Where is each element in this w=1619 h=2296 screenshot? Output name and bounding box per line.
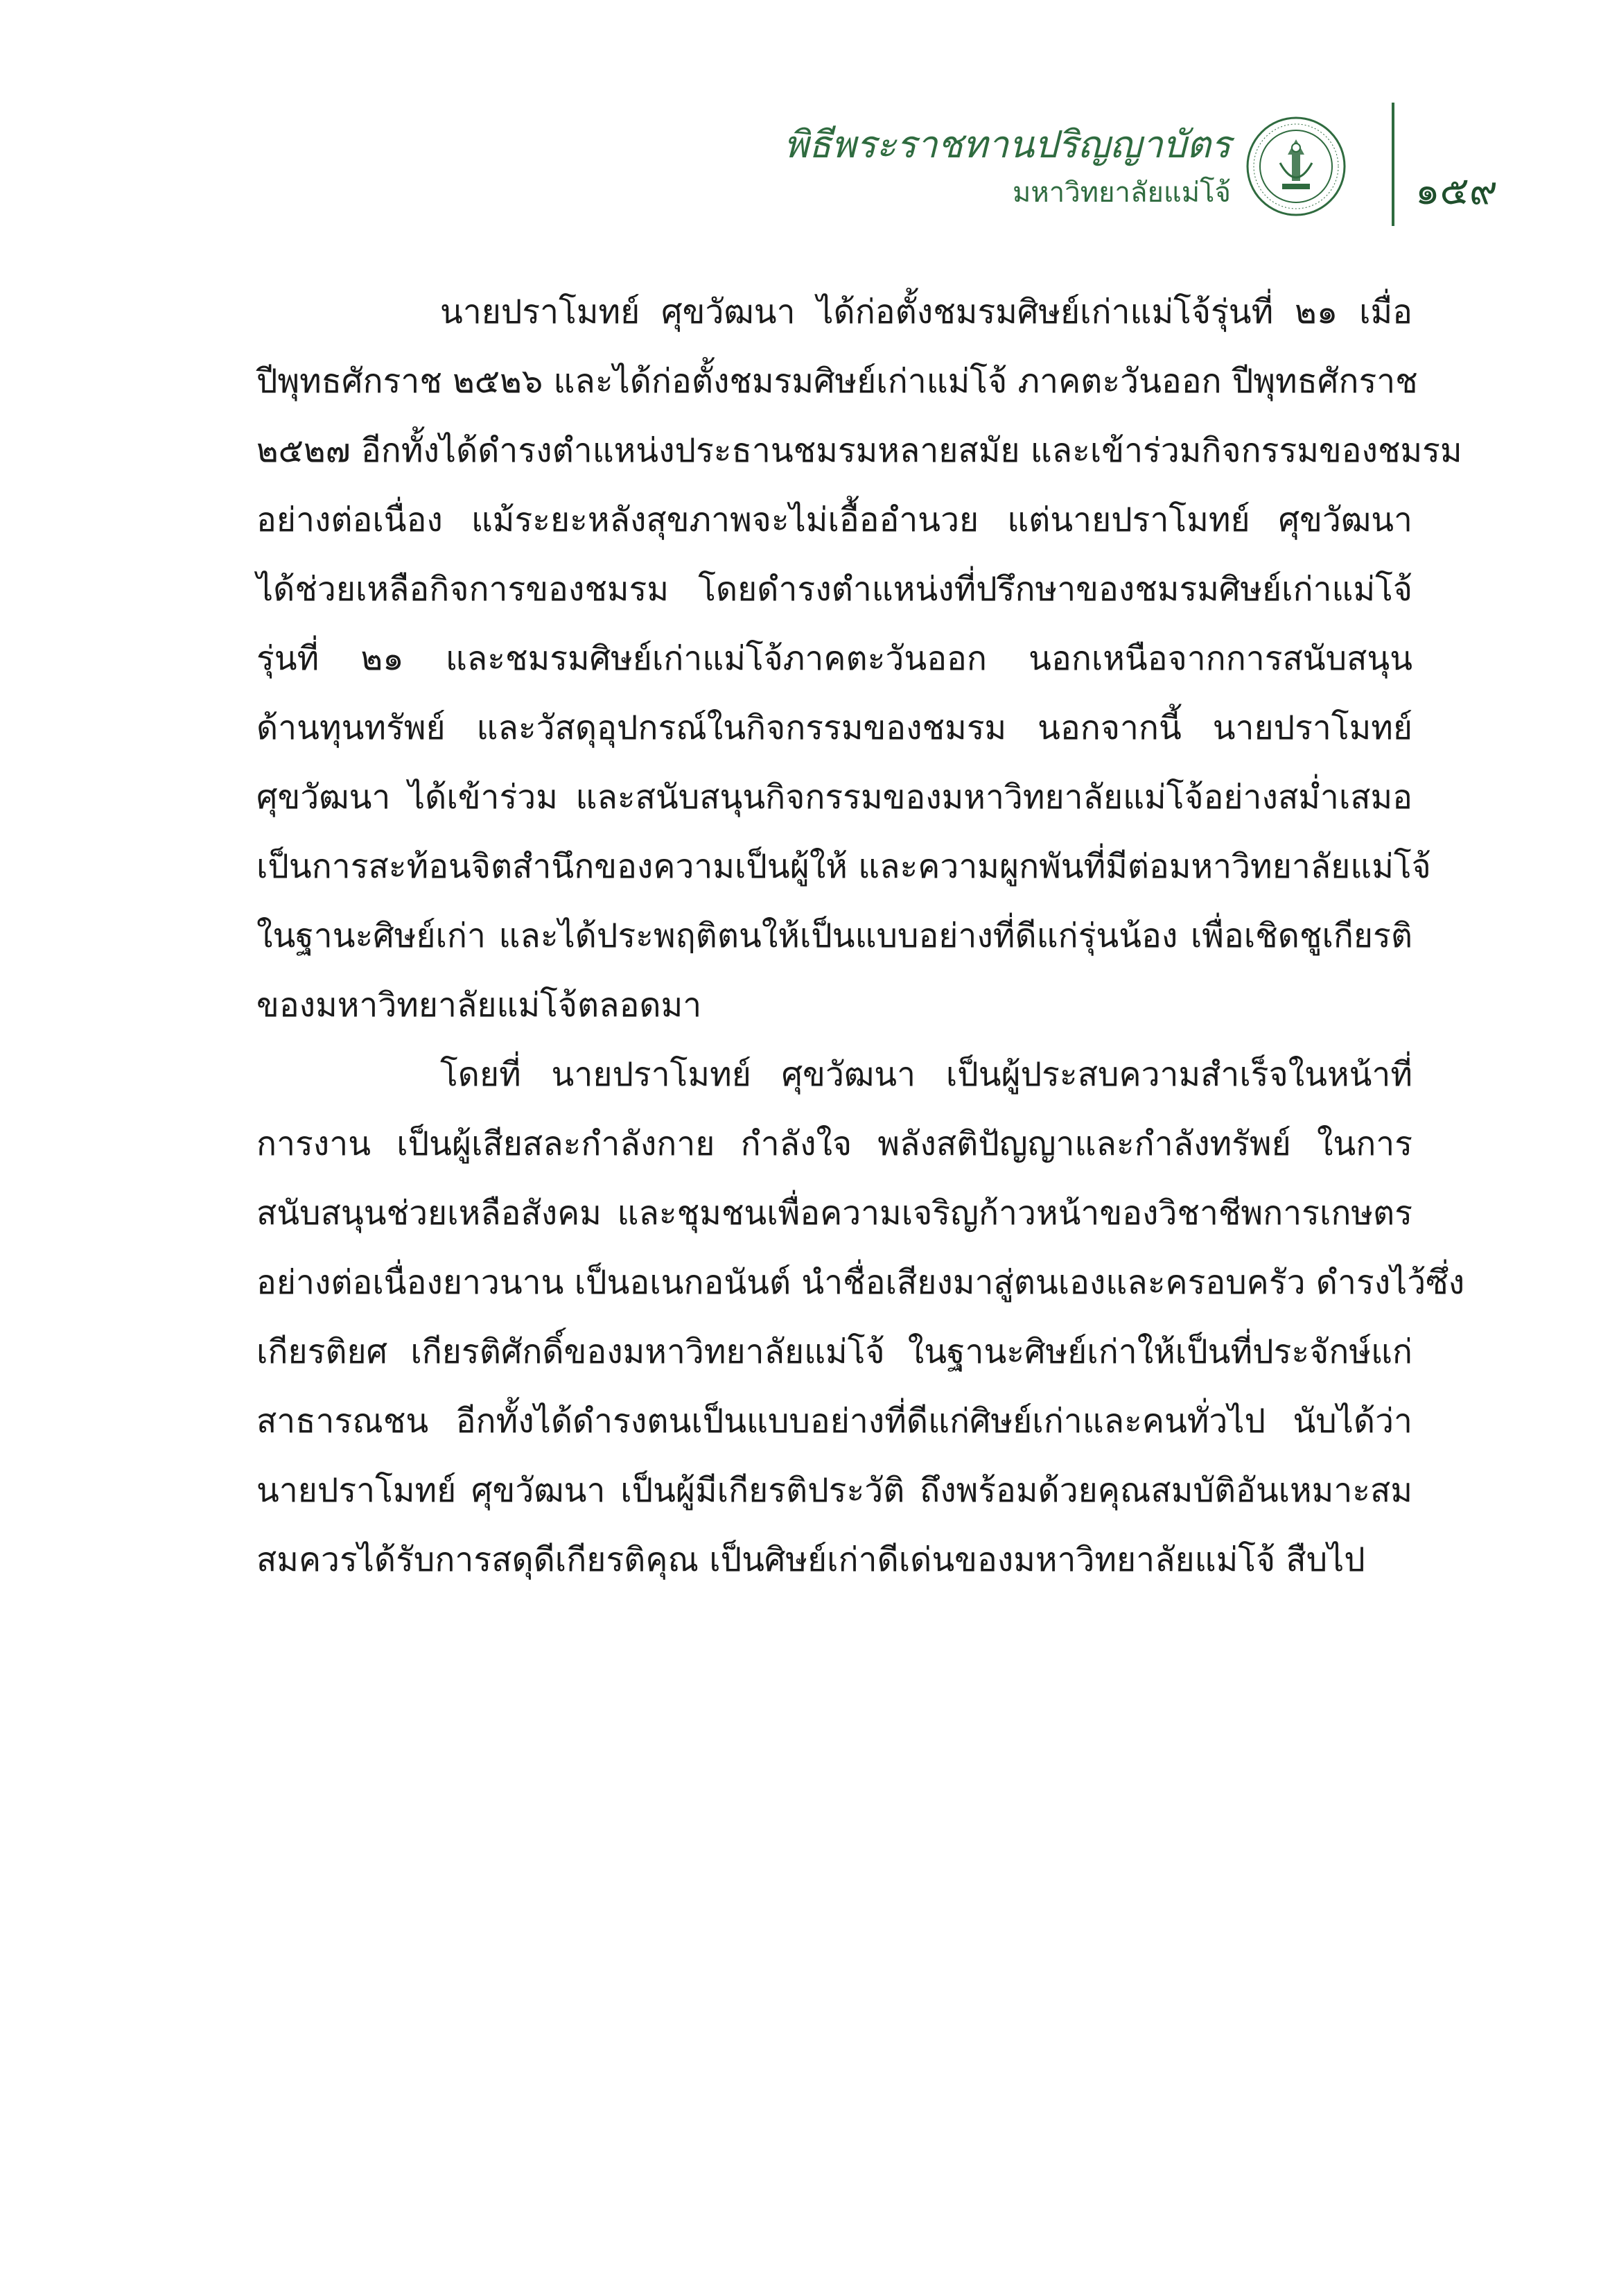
paragraph-line: โดยที่ นายปราโมทย์ ศุขวัฒนา เป็นผู้ประสบความสำเร็จในหน้าที่ <box>440 1055 1412 1094</box>
paragraph-line: เป็นการสะท้อนจิตสำนึกของความเป็นผู้ให้ และความผูกพันที่มีต่อมหาวิทยาลัยแม่โจ้ <box>256 847 1431 886</box>
header-divider <box>1392 103 1394 226</box>
paragraph-line: สาธารณชน อีกทั้งได้ดำรงตนเป็นแบบอย่างที่ดีแก่ศิษย์เก่าและคนทั่วไป นับได้ว่า <box>256 1402 1412 1441</box>
document-header-subtitle: มหาวิทยาลัยแม่โจ้ <box>1013 177 1231 209</box>
paragraph-line: ได้ช่วยเหลือกิจการของชมรม โดยดำรงตำแหน่งที่ปรึกษาของชมรมศิษย์เก่าแม่โจ้ <box>256 570 1412 609</box>
paragraph-line: อย่างต่อเนื่องยาวนาน เป็นอเนกอนันต์ นำชื่อเสียงมาสู่ตนเองและครอบครัว ดำรงไว้ซึ่ง <box>256 1263 1465 1302</box>
document-body <box>256 277 1465 1594</box>
paragraph-line: ในฐานะศิษย์เก่า และได้ประพฤติตนให้เป็นแบบอย่างที่ดีแก่รุ่นน้อง เพื่อเชิดชูเกียรติ <box>256 916 1412 955</box>
paragraph-line: ของมหาวิทยาลัยแม่โจ้ตลอดมา <box>256 986 702 1025</box>
paragraph-line: ๒๕๒๗ อีกทั้งได้ดำรงตำแหน่งประธานชมรมหลายสมัย และเข้าร่วมกิจกรรมของชมรม <box>256 431 1462 470</box>
paragraph-line: นายปราโมทย์ ศุขวัฒนา ได้ก่อตั้งชมรมศิษย์เก่าแม่โจ้รุ่นที่ ๒๑ เมื่อ <box>440 293 1412 331</box>
document-header-title: พิธีพระราชทานปริญญาบัตร <box>784 123 1231 166</box>
paragraph-line: ปีพุทธศักราช ๒๕๒๖ และได้ก่อตั้งชมรมศิษย์เก่าแม่โจ้ ภาคตะวันออก ปีพุทธศักราช <box>256 362 1418 401</box>
paragraph-line: รุ่นที่ ๒๑ และชมรมศิษย์เก่าแม่โจ้ภาคตะวันออก นอกเหนือจากการสนับสนุน <box>256 639 1412 678</box>
paragraph-line: อย่างต่อเนื่อง แม้ระยะหลังสุขภาพจะไม่เอื้ออำนวย แต่นายปราโมทย์ ศุขวัฒนา <box>256 501 1412 539</box>
paragraph-line: สนับสนุนช่วยเหลือสังคม และชุมชนเพื่อความเจริญก้าวหน้าของวิชาชีพการเกษตร <box>256 1194 1412 1233</box>
page-number: ๑๕๙ <box>1415 168 1498 214</box>
maejo-university-seal-icon <box>1244 114 1348 218</box>
paragraph-line: นายปราโมทย์ ศุขวัฒนา เป็นผู้มีเกียรติประวัติ ถึงพร้อมด้วยคุณสมบัติอันเหมาะสม <box>256 1471 1412 1510</box>
paragraph-line: การงาน เป็นผู้เสียสละกำลังกาย กำลังใจ พลังสติปัญญาและกำลังทรัพย์ ในการ <box>256 1124 1412 1163</box>
paragraph-line: เกียรติยศ เกียรติศักดิ์ของมหาวิทยาลัยแม่โจ้ ในฐานะศิษย์เก่าให้เป็นที่ประจักษ์แก่ <box>256 1332 1412 1371</box>
paragraph-line: ศุขวัฒนา ได้เข้าร่วม และสนับสนุนกิจกรรมของมหาวิทยาลัยแม่โจ้อย่างสม่ำเสมอ <box>256 778 1412 817</box>
paragraph-line: สมควรได้รับการสดุดีเกียรติคุณ เป็นศิษย์เก่าดีเด่นของมหาวิทยาลัยแม่โจ้ สืบไป <box>256 1540 1365 1579</box>
paragraph-line: ด้านทุนทรัพย์ และวัสดุอุปกรณ์ในกิจกรรมของชมรม นอกจากนี้ นายปราโมทย์ <box>256 708 1412 747</box>
